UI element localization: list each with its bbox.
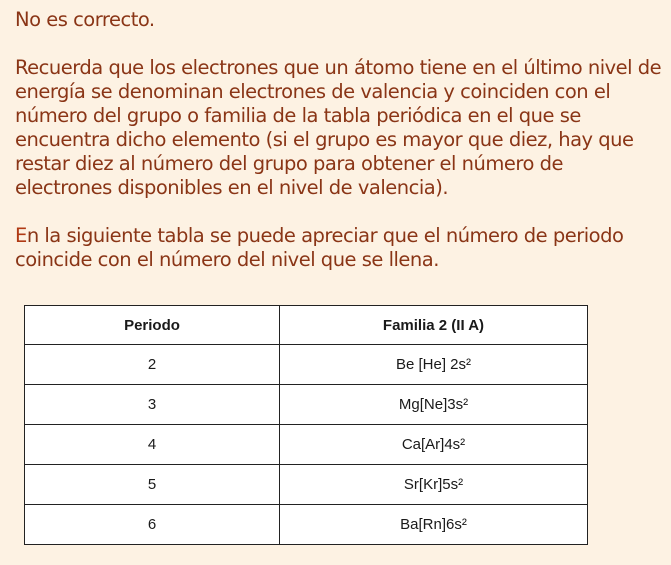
table-intro-initial: E	[15, 224, 27, 247]
table-intro	[15, 224, 665, 272]
table-intro-text: n la siguiente tabla se puede apreciar que el número de periodo coincide con el número del nivel que se llena.	[15, 224, 624, 271]
table-header-row	[25, 306, 588, 345]
config-cell: Sr[Kr]5s²	[280, 465, 588, 505]
config-cell: Be [He] 2s²	[280, 345, 588, 385]
feedback-content	[15, 8, 665, 272]
periodo-cell: 4	[25, 425, 280, 465]
periodo-cell: 6	[25, 505, 280, 545]
table-row	[25, 345, 588, 385]
table-row	[25, 385, 588, 425]
feedback-explanation: Recuerda que los electrones que un átomo tiene en el último nivel de energía se denominan electrones de valencia y coinciden con el número del grupo o familia de la tabla periódica en el que se encuentra dicho elemento (si el grupo es mayor que diez, hay que restar diez al número del grupo para obtener el número de electrones disponibles en el nivel de valencia).	[15, 56, 662, 199]
periodo-cell: 3	[25, 385, 280, 425]
electron-table-wrapper	[24, 305, 588, 545]
feedback-status: No es correcto.	[15, 8, 155, 31]
table-row	[25, 505, 588, 545]
config-cell: Ca[Ar]4s²	[280, 425, 588, 465]
table-row	[25, 425, 588, 465]
config-cell: Ba[Rn]6s²	[280, 505, 588, 545]
header-periodo: Periodo	[25, 306, 280, 345]
periodo-cell: 5	[25, 465, 280, 505]
periodo-cell: 2	[25, 345, 280, 385]
header-familia: Familia 2 (II A)	[280, 306, 588, 345]
config-cell: Mg[Ne]3s²	[280, 385, 588, 425]
table-row	[25, 465, 588, 505]
electron-config-table	[24, 305, 588, 545]
